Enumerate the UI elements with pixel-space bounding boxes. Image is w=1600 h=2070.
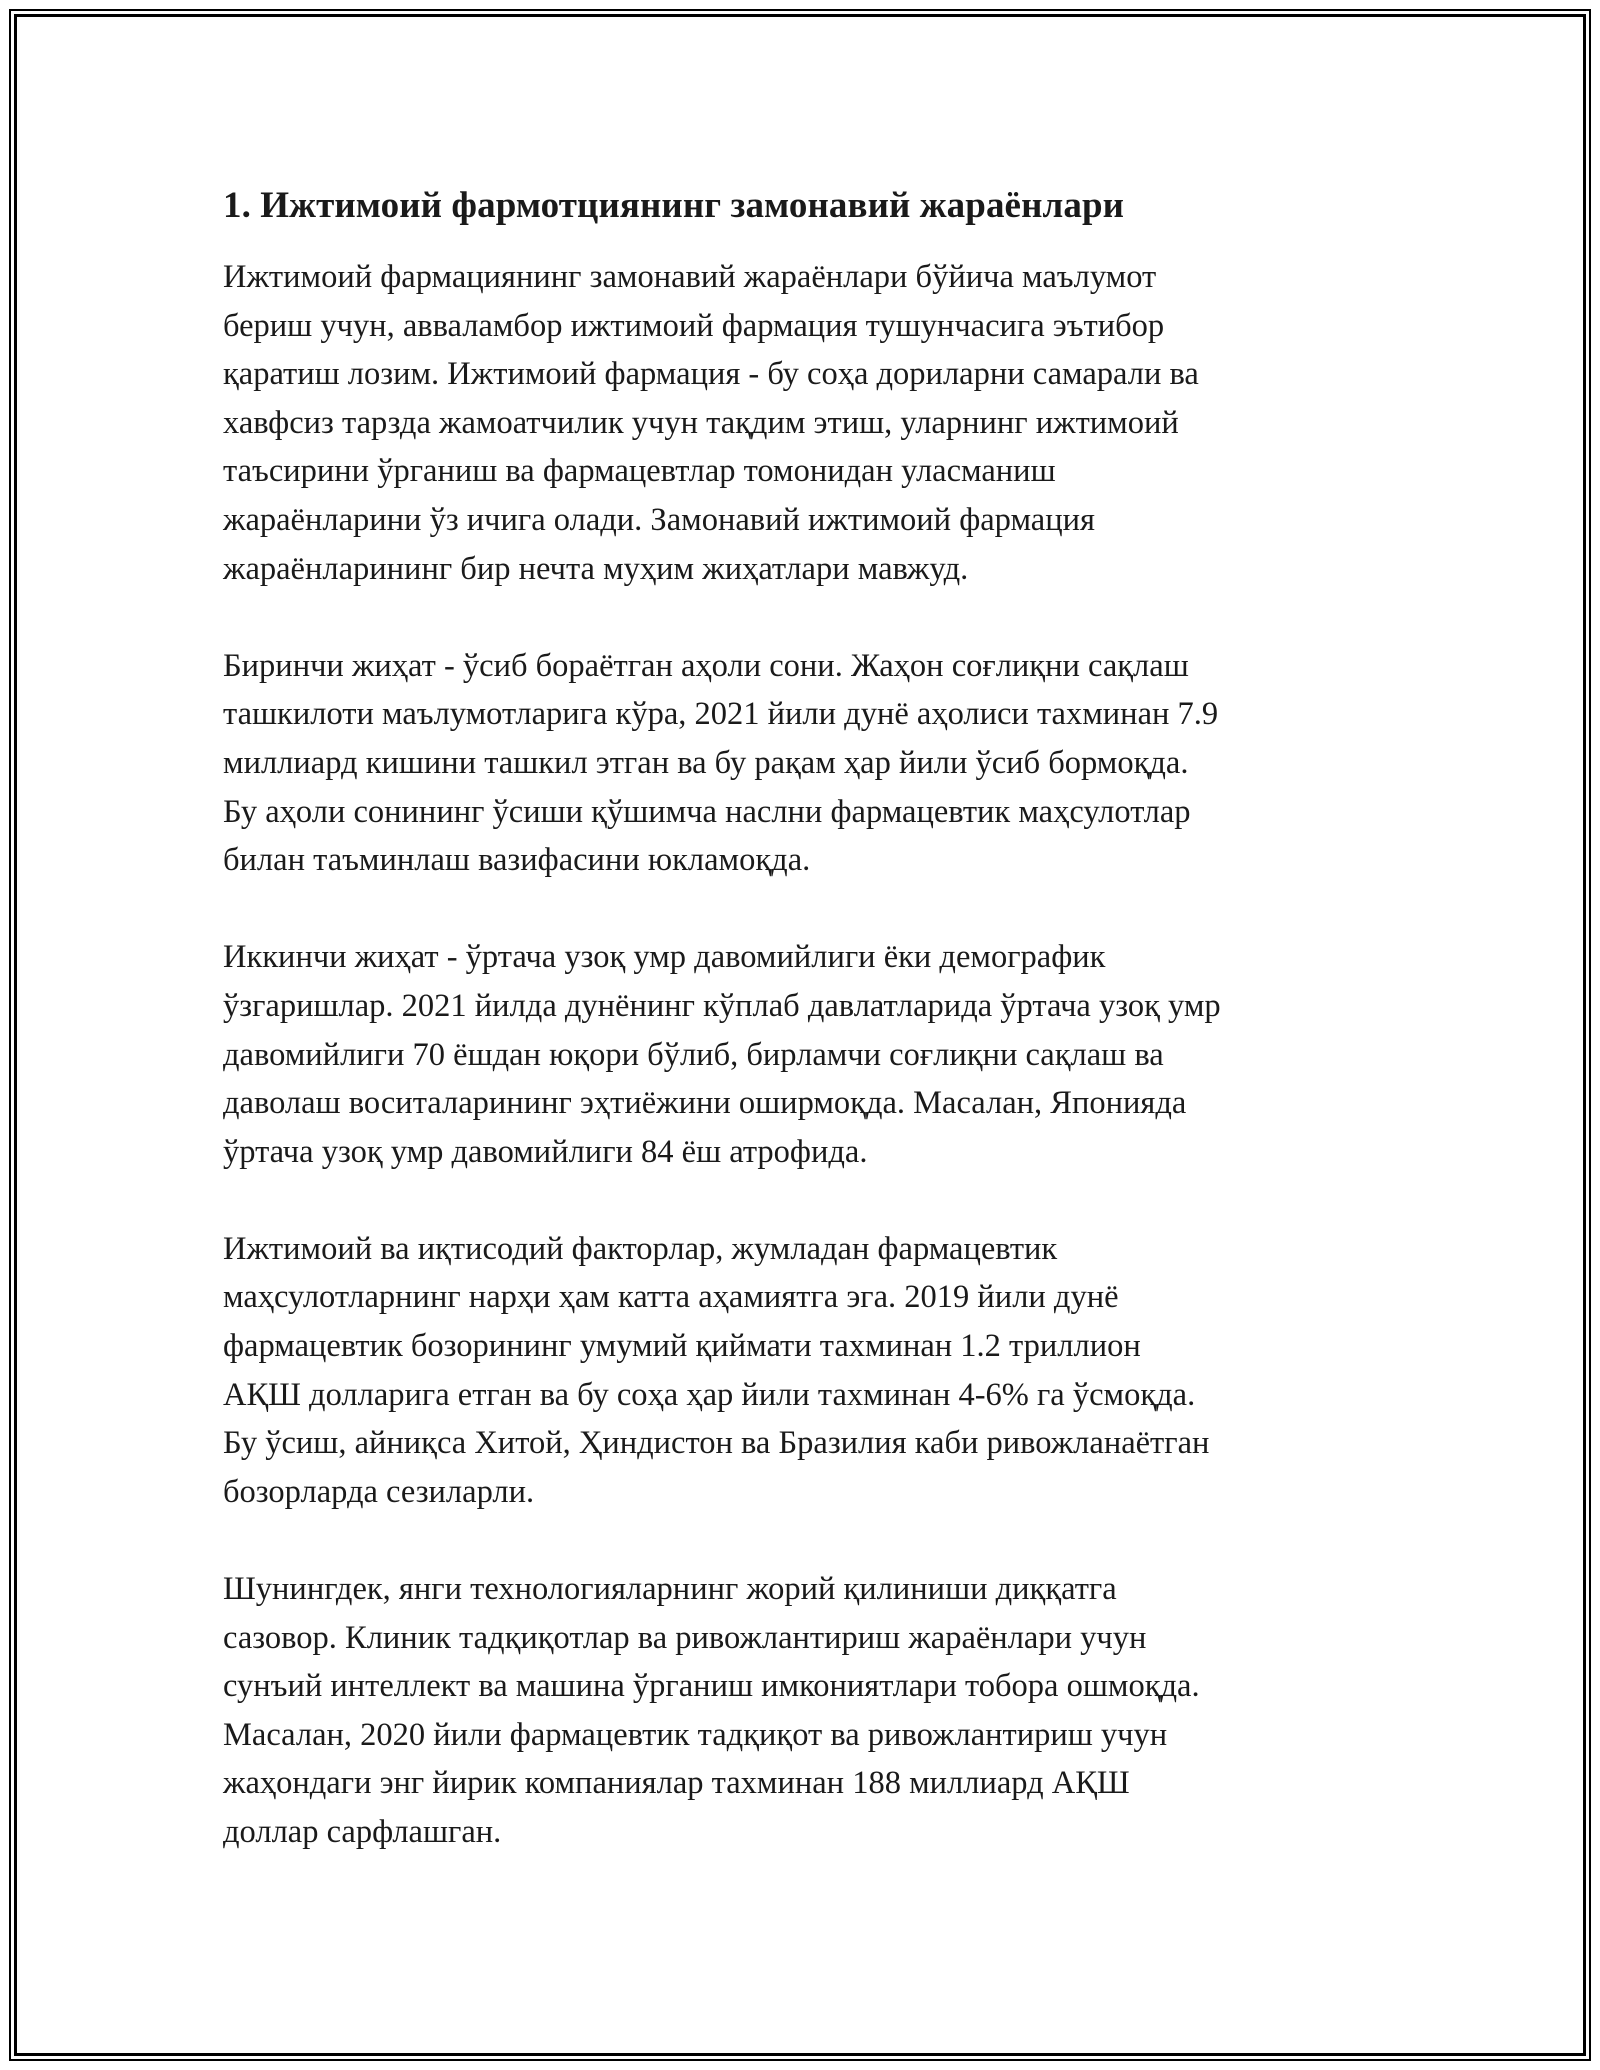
document-body [223,184,1383,1905]
paragraph-intro [223,253,1383,593]
text-line: бозорларда сезиларли. [223,1473,535,1510]
text-line: Иккинчи жиҳат - ўртача узоқ умр давомийлиги ёки демографик [223,939,1106,976]
text-line: Ижтимоий фармациянинг замонавий жараёнлари бўйича маълумот [223,259,1157,295]
text-line: фармацевтик бозорининг умумий қиймати тахминан 1.2 триллион [223,1328,1141,1365]
paragraph-technologies [223,1565,1383,1857]
text-line: Ижтимоий ва иқтисодий факторлар, жумладан фармацевтик [223,1230,1058,1267]
text-line: даволаш воситаларининг эҳтиёжини оширмоқда. Масалан, Японияда [223,1085,1187,1122]
paragraph-economic-factors [223,1225,1383,1517]
text-line: Бу аҳоли сонининг ўсиши қўшимча наслни фармацевтик маҳсулотлар [223,793,1191,830]
text-line: сунъий интеллект ва машина ўрганиш имкониятлари тобора ошмоқда. [223,1668,1200,1705]
text-line: ташкилоти маълумотларига кўра, 2021 йили дунё аҳолиси тахминан 7.9 [223,696,1219,733]
text-line: бериш учун, авваламбор ижтимоий фармация тушунчасига эътибор [223,307,1165,344]
text-line: жараёнларининг бир нечта муҳим жиҳатлари мавжуд. [223,550,969,587]
text-line: ўзгаришлар. 2021 йилда дунёнинг кўплаб давлатларида ўртача узоқ умр [223,987,1221,1024]
text-line: хавфсиз тарзда жамоатчилик учун тақдим этиш, уларнинг ижтимоий [223,404,1179,441]
text-line: билан таъминлаш вазифасини юкламоқда. [223,842,811,879]
text-line: Бу ўсиш, айниқса Хитой, Ҳиндистон ва Бразилия каби ривожланаётган [223,1425,1210,1462]
text-line: доллар сарфлашган. [223,1814,502,1850]
text-line: Биринчи жиҳат - ўсиб бораётган аҳоли сони. Жаҳон соғлиқни сақлаш [223,647,1189,684]
text-line: сазовор. Клиник тадқиқотлар ва ривожлантириш жараёнлари учун [223,1619,1147,1656]
text-line: қаратиш лозим. Ижтимоий фармация - бу соҳа дориларни самарали ва [223,356,1199,393]
text-line: Масалан, 2020 йили фармацевтик тадқиқот ва ривожлантириш учун [223,1716,1168,1753]
text-line: маҳсулотларнинг нарҳи ҳам катта аҳамиятга эга. 2019 йили дунё [223,1279,1119,1316]
section-heading: 1. Ижтимоий фармотциянинг замонавий жараёнлари [223,185,1125,226]
text-line: АҚШ долларига етган ва бу соҳа ҳар йили тахминан 4-6% га ўсмоқда. [223,1376,1196,1413]
text-line: таъсирини ўрганиш ва фармацевтлар томонидан уласманиш [223,453,1056,490]
text-line: ўртача узоқ умр давомийлиги 84 ёш атрофида. [223,1133,868,1170]
text-line: миллиард кишини ташкил этган ва бу рақам ҳар йили ўсиб бормоқда. [223,744,1189,781]
paragraph-population [223,642,1383,885]
text-line: жараёнларини ўз ичига олади. Замонавий ижтимоий фармация [223,501,1095,538]
text-line: Шунингдек, янги технологияларнинг жорий қилиниши диққатга [223,1571,1117,1608]
text-line: жаҳондаги энг йирик компаниялар тахминан 188 миллиард АҚШ [223,1765,1130,1802]
text-line: давомийлиги 70 ёшдан юқори бўлиб, бирламчи соғлиқни сақлаш ва [223,1036,1164,1073]
paragraph-life-expectancy [223,933,1383,1176]
